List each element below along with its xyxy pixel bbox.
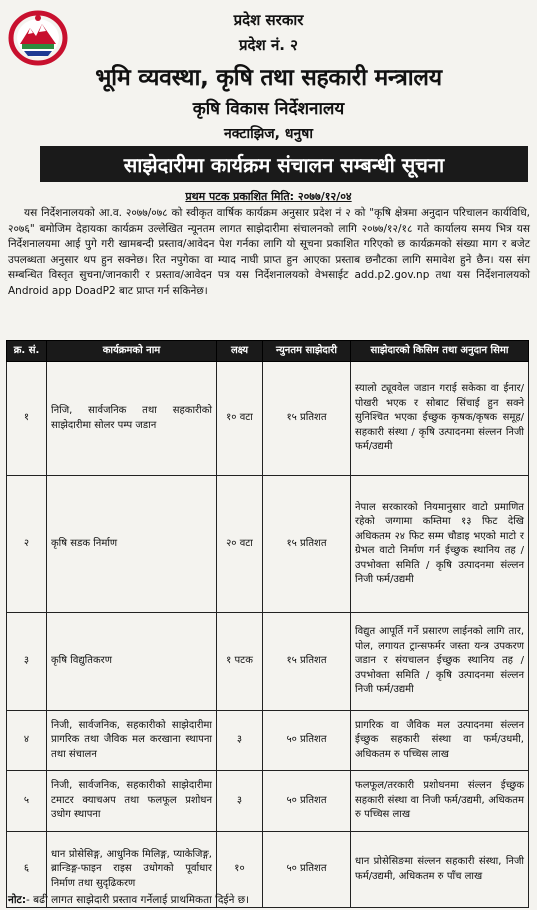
col-header-target: लक्ष्य	[217, 341, 263, 362]
row-sn: ५	[7, 771, 47, 832]
row-partner-type: धान प्रोसेसिङमा संल्लन सहकारी संस्था, निजी फर्म/उद्यमी, अधिकतम रु पाँच लाख	[351, 832, 529, 908]
row-min-share: १५ प्रतिशत	[263, 362, 351, 476]
program-table	[6, 340, 529, 908]
header-location: नक्टाझिज, धनुषा	[224, 126, 313, 142]
table-row	[7, 362, 529, 476]
row-target: १० वटा	[217, 362, 263, 476]
row-program-name: कृषि विद्युतिकरण	[47, 613, 217, 711]
row-min-share: ५० प्रतिशत	[263, 771, 351, 832]
row-target: २० वटा	[217, 476, 263, 613]
row-program-name: निजि, सार्वजनिक तथा सहकारीको साझेदारीमा सोलर पम्प जडान	[47, 362, 217, 476]
col-header-name: कार्यक्रमको नाम	[47, 341, 217, 362]
note	[8, 893, 530, 907]
row-min-share: १५ प्रतिशत	[263, 476, 351, 613]
table-row	[7, 613, 529, 711]
row-sn: ४	[7, 711, 47, 771]
col-header-sn: क्र. सं.	[7, 341, 47, 362]
row-partner-type: फलफूल/तरकारी प्रशोधनमा संल्लन ईच्छुक सहकारी संस्था वा निजी फर्म/उद्यमी, अधिकतम रु पच्चिस लाख	[351, 771, 529, 832]
row-program-name: निजी, सार्वजनिक, सहकारीको साझेदारीमा प्रागरिक तथा जैविक मल करखाना स्थापना तथा संचालन	[47, 711, 217, 771]
note-text: - बढी लागत साझेदारी प्रस्ताव गर्नेलाई प्राथमिकता दिईने छ।	[26, 894, 250, 906]
notice-title-banner: साझेदारीमा कार्यक्रम संचालन सम्बन्धी सूचना	[40, 146, 528, 182]
notice-body: यस निर्देशनालयको आ.व. २०७७/०७८ को स्वीकृत वार्षिक कार्यक्रम अनुसार प्रदेश नं २ को "कृषि क्षेत्रमा अनुदान परिचालन कार्यविधि, २०७६" बमोजिम देहायका कार्यक्रम उल्लेखित न्यूनतम लागत साझेदारीमा संचालनको लागि २०७७/१२/१८ गते कार्यालय समय भित्र यस निर्देशनालयमा आई पुगे गरी खामबन्दी प्रस्ताव/आवेदन पेश गर्नका लागि यो सूचना प्रकाशित गरिएको छ कार्यक्रमको संख्या माग र बजेट उपलब्धता अनुसार थप हुन सक्नेछ। रित नपुगेका वा म्याद नाघी प्राप्त हुन आएका प्रस्ताब छनौटका लागि समावेश हुने छैन। यस संग सम्बन्धित विस्तृत सुचना/जानकारी र प्रस्ताव/आवेदन पत्र यस निर्देशनालयको वेभसाईट add.p2.gov.np तथा यस निर्देशनालयको Android app DoadP2 बाट प्राप्त गर्न सकिनेछ।	[8, 207, 530, 297]
header-province: प्रदेश नं. २	[239, 36, 298, 54]
col-header-partner: साझेदारको किसिम तथा अनुदान सिमा	[351, 341, 529, 362]
row-min-share: ५० प्रतिशत	[263, 711, 351, 771]
row-sn: १	[7, 362, 47, 476]
note-label: नोट:	[8, 894, 27, 906]
row-min-share: ५० प्रतिशत	[263, 832, 351, 908]
table-row	[7, 476, 529, 613]
row-target: १०	[217, 832, 263, 908]
row-min-share: १५ प्रतिशत	[263, 613, 351, 711]
header-ministry: भूमि व्यवस्था, कृषि तथा सहकारी मन्त्रालय	[95, 65, 442, 91]
row-target: १ पटक	[217, 613, 263, 711]
row-sn: ३	[7, 613, 47, 711]
row-partner-type: विद्युत आपूर्ति गर्ने प्रसारण लाईनको लागि तार, पोल, लगायत ट्रान्सफर्मर जस्ता यन्त्र उपकरण जडान र संयचालन ईच्छुक स्थानिय तह / उपभोक्ता समिति / कृषि उत्पादनमा संल्लन निजी फर्म/उद्यमी	[351, 613, 529, 711]
row-sn: २	[7, 476, 47, 613]
row-program-name: कृषि सडक निर्माण	[47, 476, 217, 613]
publish-date: प्रथम पटक प्रकाशित मिति: २०७७/१२/०४	[185, 190, 352, 203]
col-header-min-share: न्युनतम साझेदारी	[263, 341, 351, 362]
row-partner-type: स्यालो ट्यूववेल जडान गराई सकेका वा ईनार/पोखरी भएक र सोबाट सिंचाई हुन सक्ने सुनिश्चित भएका ईच्छुक कृषक/कृषक समूह/ सहकारी संस्था / कृषि उत्पादनमा संल्लन निजी फर्म/उद्यमी	[351, 362, 529, 476]
header-government: प्रदेश सरकार	[233, 11, 304, 29]
header-directorate: कृषि विकास निर्देशनालय	[192, 99, 345, 119]
table-row	[7, 711, 529, 771]
row-target: ३	[217, 771, 263, 832]
row-sn: ६	[7, 832, 47, 908]
table-header-row	[7, 341, 529, 362]
row-partner-type: नेपाल सरकारको नियमानुसार वाटो प्रमाणित रहेको जग्गामा कम्तिमा १३ फिट देखि अधिकतम २४ फिट सम्म चौडाइ भएको माटो र ग्रेभल वाटो निर्माण गर्न ईच्छुक स्थानिय तह / उपभोक्ता समिति / कृषि उत्पादनमा संल्लन निजी फर्म/उद्यमी	[351, 476, 529, 613]
row-target: ३	[217, 711, 263, 771]
row-partner-type: प्रागरिक वा जैविक मल उत्पादनमा संल्लन ईच्छुक सहकारी संस्था वा फर्म/उधमी, अधिकतम रु पच्चिस लाख	[351, 711, 529, 771]
row-program-name: धान प्रोसेसिङ्ग, आधुनिक मिलिङ्ग, प्याकेजिङ्ग, ब्रान्डिङ्ग-फाइन राइस उधोगको पूर्वाधार निर्माण तथा सुदृढिकरण	[47, 832, 217, 908]
row-program-name: निजी, सार्वजनिक, सहकारीको साझेदारीमा टमाटर क्याचअप तथा फलफूल प्रशोधन उधोग स्थापना	[47, 771, 217, 832]
table-row	[7, 771, 529, 832]
